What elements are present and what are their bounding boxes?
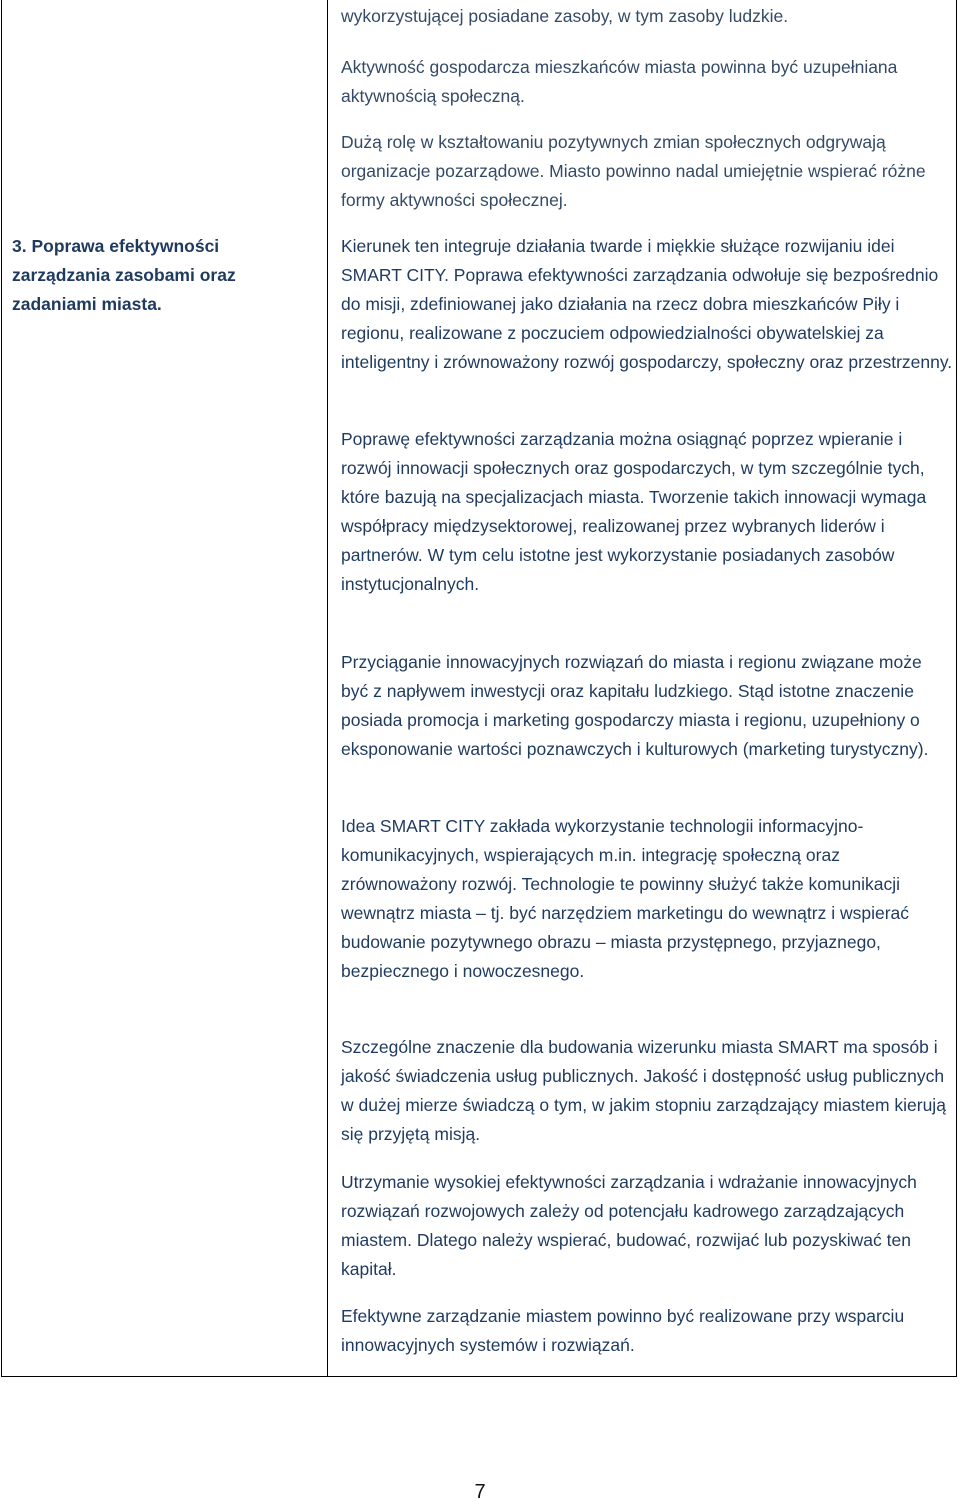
paragraph: Poprawę efektywności zarządzania można osiągnąć poprzez wpieranie i rozwój innowacji społecznych oraz gospodarczych, w tym szczególnie tych, które bazują na specjalizacjach miasta. Tworzenie takich innowacji wymaga współpracy międzysektorowej, realizowanej przez wybranych liderów i partnerów. W tym celu istotne jest wykorzystanie posiadanych zasobów instytucjonalnych. <box>341 429 927 594</box>
paragraph: Przyciąganie innowacyjnych rozwiązań do miasta i regionu związane może być z napływem inwestycji oraz kapitału ludzkiego. Stąd istotne znaczenie posiada promocja i marketing gospodarczy miasta i regionu, uzupełniony o eksponowanie wartości poznawczych i kulturowych (marketing turystyczny). <box>341 652 929 759</box>
paragraph: Idea SMART CITY zakłada wykorzystanie technologii informacyjno-komunikacyjnych, wspierających m.in. integrację społeczną oraz zrównoważony rozwój. Technologie te powinny służyć także komunikacji wewnątrz miasta – tj. być narzędziem marketingu do wewnątrz i wspierać budowanie pozytywnego obrazu – miasta przystępnego, przyjaznego, bezpiecznego i nowoczesnego. <box>341 816 909 981</box>
goal-heading: 3. Poprawa efektywności zarządzania zasobami oraz zadaniami miasta. <box>12 236 236 314</box>
paragraph: Kierunek ten integruje działania twarde i miękkie służące rozwijaniu idei SMART CITY. Poprawa efektywności zarządzania odwołuje się bezpośrednio do misji, zdefiniowanej jako działania na rzecz dobra mieszkańców Piły i regionu, realizowane z poczuciem odpowiedzialności obywatelskiej za inteligentny i zrównoważony rozwój gospodarczy, społeczny oraz przestrzenny. <box>341 236 953 372</box>
paragraph: Efektywne zarządzanie miastem powinno być realizowane przy wsparciu innowacyjnych systemów i rozwiązań. <box>341 1306 905 1355</box>
paragraph: Dużą rolę w kształtowaniu pozytywnych zmian społecznych odgrywają organizacje pozarządowe. Miasto powinno nadal umiejętnie wspierać różne formy aktywności społecznej. <box>341 132 926 210</box>
page-number: 7 <box>474 1481 486 1503</box>
column-divider <box>327 0 328 1376</box>
strategy-table <box>1 0 957 1377</box>
paragraph: Szczególne znaczenie dla budowania wizerunku miasta SMART ma sposób i jakość świadczenia usług publicznych. Jakość i dostępność usług publicznych w dużej mierze świadczą o tym, w jakim stopniu zarządzający miastem kierują się przyjętą misją. <box>341 1037 946 1144</box>
paragraph: Aktywność gospodarcza mieszkańców miasta powinna być uzupełniana aktywnością społeczną. <box>341 57 898 106</box>
paragraph: Utrzymanie wysokiej efektywności zarządzania i wdrażanie innowacyjnych rozwiązań rozwojowych zależy od potencjału kadrowego zarządzających miastem. Dlatego należy wspierać, budować, rozwijać lub pozyskiwać ten kapitał. <box>341 1172 917 1279</box>
paragraph: wykorzystującej posiadane zasoby, w tym zasoby ludzkie. <box>341 6 789 26</box>
